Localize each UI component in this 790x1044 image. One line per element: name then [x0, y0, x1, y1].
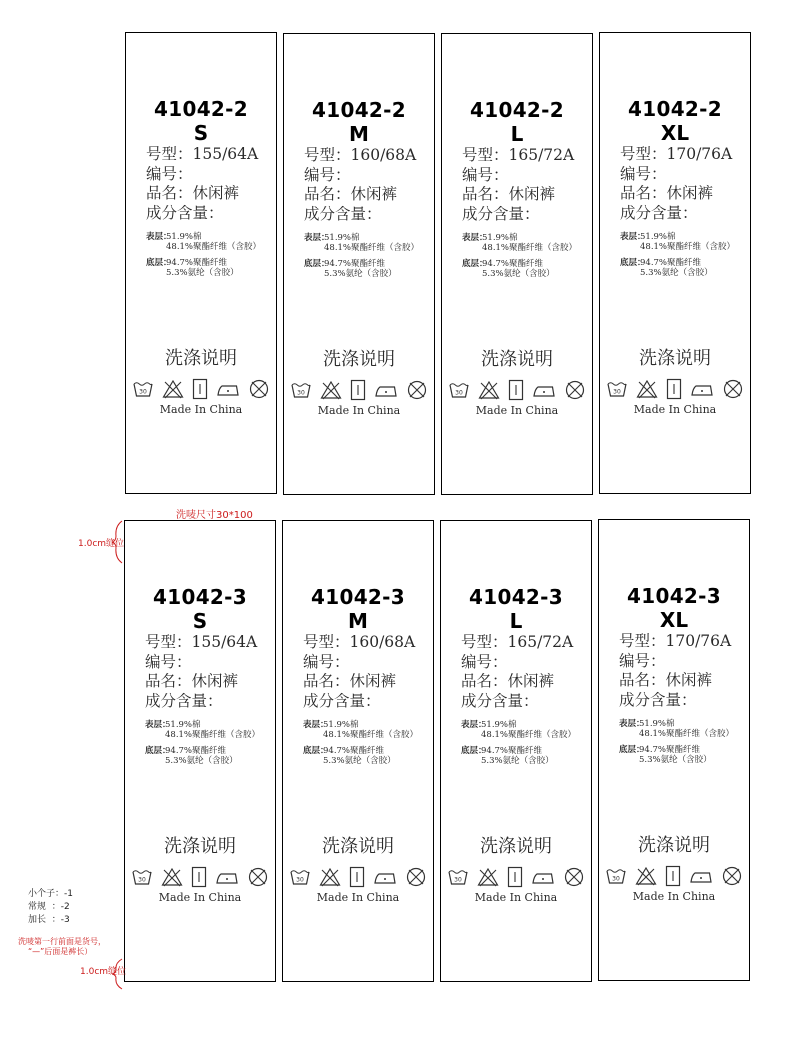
iron-low-icon — [689, 867, 713, 885]
outer-layer-polyester: 48.1%聚酯纤维（含胶） — [166, 242, 262, 252]
no-dry-clean-icon — [405, 866, 427, 888]
outer-layer-cotton: 51.9%棉 — [482, 233, 518, 243]
inner-layer-label: 底层： — [304, 259, 330, 269]
size-spec: 号型：160/68A — [303, 633, 416, 651]
made-in-china: Made In China — [475, 404, 559, 417]
line-dry-icon — [191, 866, 207, 888]
no-dry-clean-icon — [248, 378, 270, 400]
inner-layer-composition — [462, 259, 588, 279]
wash-instructions-title: 洗涤说明 — [165, 348, 237, 369]
product-name: 品名：休闲裤 — [462, 185, 556, 203]
outer-layer-label: 表层： — [462, 233, 488, 243]
item-code: 41042-2 — [470, 98, 564, 122]
outer-layer-polyester: 48.1%聚酯纤维（含胶） — [481, 730, 577, 740]
size-code: L — [509, 609, 523, 633]
outer-layer-composition — [145, 720, 271, 740]
outer-layer-label: 表层： — [619, 719, 645, 729]
inner-layer-label: 底层： — [146, 258, 172, 268]
outer-layer-cotton: 51.9%棉 — [481, 720, 517, 730]
inner-layer-label: 底层： — [620, 258, 646, 268]
no-bleach-icon — [161, 867, 183, 887]
serial-number: 编号： — [619, 651, 666, 670]
size-spec: 号型：160/68A — [304, 146, 417, 164]
no-bleach-icon — [478, 380, 500, 400]
care-symbols — [131, 866, 269, 888]
inner-layer-polyester: 94.7%聚酯纤维 — [323, 746, 385, 756]
size-spec: 号型：165/72A — [461, 633, 574, 651]
iron-low-icon — [215, 868, 239, 886]
inner-layer-spandex: 5.3%氨纶（含胶） — [482, 269, 555, 279]
seam-bracket-top — [112, 520, 124, 564]
outer-layer-label: 表层： — [304, 233, 330, 243]
outer-layer-composition — [304, 233, 430, 253]
outer-layer-cotton: 51.9%棉 — [324, 233, 360, 243]
outer-layer-cotton: 51.9%棉 — [639, 719, 675, 729]
line-dry-icon — [665, 865, 681, 887]
size-code: M — [348, 609, 368, 633]
inner-layer-polyester: 94.7%聚酯纤维 — [324, 259, 386, 269]
svg-text:30: 30 — [139, 388, 147, 396]
outer-layer-cotton: 51.9%棉 — [323, 720, 359, 730]
outer-layer-label: 表层： — [461, 720, 487, 730]
care-symbols — [132, 378, 270, 400]
iron-low-icon — [531, 868, 555, 886]
care-symbols — [289, 866, 427, 888]
wash-instructions-title: 洗涤说明 — [481, 349, 553, 370]
wash-label-41042-2-xl — [599, 32, 751, 494]
composition-heading: 成分含量： — [303, 691, 381, 710]
inner-layer-composition — [146, 258, 272, 278]
red-note-line-2: “—”后面是裤长） — [28, 947, 93, 956]
made-in-china: Made In China — [474, 891, 558, 904]
item-code: 41042-3 — [311, 585, 405, 609]
outer-layer-cotton: 51.9%棉 — [640, 232, 676, 242]
inner-layer-label: 底层： — [145, 746, 171, 756]
line-dry-icon — [349, 866, 365, 888]
wash-30-icon — [131, 867, 153, 887]
no-bleach-icon — [636, 379, 658, 399]
no-bleach-icon — [319, 867, 341, 887]
wash-instructions-title: 洗涤说明 — [323, 349, 395, 370]
inner-layer-polyester: 94.7%聚酯纤维 — [481, 746, 543, 756]
inner-layer-label: 底层： — [461, 746, 487, 756]
made-in-china: Made In China — [317, 404, 401, 417]
wash-30-icon — [132, 379, 154, 399]
inner-layer-spandex: 5.3%氨纶（含胶） — [640, 268, 713, 278]
wash-instructions-title: 洗涤说明 — [638, 835, 710, 856]
wash-instructions-title: 洗涤说明 — [322, 836, 394, 857]
wash-30-icon — [448, 380, 470, 400]
care-symbols — [605, 865, 743, 887]
wash-30-icon — [289, 867, 311, 887]
inner-layer-label: 底层： — [303, 746, 329, 756]
inner-layer-spandex: 5.3%氨纶（含胶） — [323, 756, 396, 766]
composition-heading: 成分含量： — [145, 691, 223, 710]
size-spec: 号型：170/76A — [619, 632, 732, 650]
svg-text:30: 30 — [296, 876, 304, 884]
legend-long-size: 加长 ：-3 — [28, 915, 70, 925]
inner-layer-polyester: 94.7%聚酯纤维 — [482, 259, 544, 269]
inner-layer-label: 底层： — [462, 259, 488, 269]
legend-regular-size: 常规 ：-2 — [28, 902, 70, 912]
svg-text:30: 30 — [455, 389, 463, 397]
no-bleach-icon — [477, 867, 499, 887]
wash-instructions-title: 洗涤说明 — [480, 836, 552, 857]
composition-heading: 成分含量： — [620, 203, 698, 222]
seam-allowance-bottom-note: 1.0cm缝位 — [80, 967, 127, 977]
outer-layer-composition — [620, 232, 746, 252]
outer-layer-label: 表层： — [146, 232, 172, 242]
outer-layer-composition — [462, 233, 588, 253]
item-code: 41042-3 — [153, 585, 247, 609]
outer-layer-composition — [619, 719, 745, 739]
outer-layer-polyester: 48.1%聚酯纤维（含胶） — [482, 243, 578, 253]
composition-heading: 成分含量： — [304, 204, 382, 223]
product-name: 品名：休闲裤 — [619, 671, 713, 689]
inner-layer-composition — [303, 746, 429, 766]
size-code: XL — [660, 121, 690, 145]
svg-text:30: 30 — [138, 876, 146, 884]
wash-label-41042-2-m — [283, 33, 435, 495]
size-spec: 号型：155/64A — [145, 633, 258, 651]
inner-layer-polyester: 94.7%聚酯纤维 — [166, 258, 228, 268]
made-in-china: Made In China — [632, 890, 716, 903]
serial-number: 编号： — [145, 652, 192, 671]
iron-low-icon — [216, 380, 240, 398]
outer-layer-label: 表层： — [145, 720, 171, 730]
product-name: 品名：休闲裤 — [303, 672, 397, 690]
no-dry-clean-icon — [722, 378, 744, 400]
outer-layer-cotton: 51.9%棉 — [165, 720, 201, 730]
line-dry-icon — [507, 866, 523, 888]
composition-heading: 成分含量： — [619, 690, 697, 709]
size-code: S — [192, 609, 208, 633]
label-size-note: 洗唛尺寸30*100 — [176, 510, 253, 521]
no-dry-clean-icon — [406, 379, 428, 401]
item-code: 41042-2 — [312, 98, 406, 122]
wash-label-41042-3-s — [124, 520, 276, 982]
size-code: XL — [659, 608, 689, 632]
inner-layer-polyester: 94.7%聚酯纤维 — [639, 745, 701, 755]
svg-text:30: 30 — [612, 875, 620, 883]
wash-30-icon — [447, 867, 469, 887]
wash-label-41042-3-m — [282, 520, 434, 982]
made-in-china: Made In China — [159, 403, 243, 416]
svg-text:30: 30 — [454, 876, 462, 884]
line-dry-icon — [192, 378, 208, 400]
serial-number: 编号： — [461, 652, 508, 671]
inner-layer-spandex: 5.3%氨纶（含胶） — [639, 755, 712, 765]
line-dry-icon — [350, 379, 366, 401]
outer-layer-polyester: 48.1%聚酯纤维（含胶） — [639, 729, 735, 739]
legend-small-size: 小个子：-1 — [28, 889, 73, 899]
outer-layer-label: 表层： — [620, 232, 646, 242]
line-dry-icon — [666, 378, 682, 400]
iron-low-icon — [373, 868, 397, 886]
composition-heading: 成分含量： — [461, 691, 539, 710]
line-dry-icon — [508, 379, 524, 401]
wash-30-icon — [605, 866, 627, 886]
inner-layer-composition — [145, 746, 271, 766]
made-in-china: Made In China — [316, 891, 400, 904]
inner-layer-polyester: 94.7%聚酯纤维 — [165, 746, 227, 756]
item-code: 41042-3 — [627, 584, 721, 608]
outer-layer-polyester: 48.1%聚酯纤维（含胶） — [324, 243, 420, 253]
wash-30-icon — [606, 379, 628, 399]
inner-layer-spandex: 5.3%氨纶（含胶） — [166, 268, 239, 278]
serial-number: 编号： — [462, 165, 509, 184]
product-name: 品名：休闲裤 — [146, 184, 240, 202]
inner-layer-composition — [620, 258, 746, 278]
red-note-line-1: 洗唛第一行前面是货号， — [18, 937, 106, 946]
size-code: M — [349, 122, 369, 146]
inner-layer-spandex: 5.3%氨纶（含胶） — [324, 269, 397, 279]
size-code: L — [510, 122, 524, 146]
made-in-china: Made In China — [158, 891, 242, 904]
wash-label-41042-2-l — [441, 33, 593, 495]
no-bleach-icon — [162, 379, 184, 399]
made-in-china: Made In China — [633, 403, 717, 416]
serial-number: 编号： — [620, 164, 667, 183]
care-symbols — [447, 866, 585, 888]
item-code: 41042-3 — [469, 585, 563, 609]
inner-layer-composition — [619, 745, 745, 765]
item-code: 41042-2 — [154, 97, 248, 121]
inner-layer-label: 底层： — [619, 745, 645, 755]
wash-label-41042-3-xl — [598, 519, 750, 981]
wash-30-icon — [290, 380, 312, 400]
no-bleach-icon — [320, 380, 342, 400]
svg-text:30: 30 — [613, 388, 621, 396]
composition-heading: 成分含量： — [462, 204, 540, 223]
wash-instructions-title: 洗涤说明 — [164, 836, 236, 857]
iron-low-icon — [374, 381, 398, 399]
no-bleach-icon — [635, 866, 657, 886]
iron-low-icon — [532, 381, 556, 399]
inner-layer-composition — [461, 746, 587, 766]
serial-number: 编号： — [303, 652, 350, 671]
product-name: 品名：休闲裤 — [620, 184, 714, 202]
product-name: 品名：休闲裤 — [461, 672, 555, 690]
size-spec: 号型：165/72A — [462, 146, 575, 164]
outer-layer-label: 表层： — [303, 720, 329, 730]
outer-layer-composition — [461, 720, 587, 740]
size-code: S — [193, 121, 209, 145]
iron-low-icon — [690, 380, 714, 398]
outer-layer-composition — [303, 720, 429, 740]
product-name: 品名：休闲裤 — [304, 185, 398, 203]
svg-text:30: 30 — [297, 389, 305, 397]
inner-layer-composition — [304, 259, 430, 279]
no-dry-clean-icon — [564, 379, 586, 401]
wash-label-41042-3-l — [440, 520, 592, 982]
outer-layer-polyester: 48.1%聚酯纤维（含胶） — [165, 730, 261, 740]
outer-layer-polyester: 48.1%聚酯纤维（含胶） — [640, 242, 736, 252]
inner-layer-polyester: 94.7%聚酯纤维 — [640, 258, 702, 268]
composition-heading: 成分含量： — [146, 203, 224, 222]
outer-layer-cotton: 51.9%棉 — [166, 232, 202, 242]
item-code: 41042-2 — [628, 97, 722, 121]
wash-instructions-title: 洗涤说明 — [639, 348, 711, 369]
no-dry-clean-icon — [247, 866, 269, 888]
outer-layer-composition — [146, 232, 272, 252]
product-name: 品名：休闲裤 — [145, 672, 239, 690]
outer-layer-polyester: 48.1%聚酯纤维（含胶） — [323, 730, 419, 740]
no-dry-clean-icon — [563, 866, 585, 888]
serial-number: 编号： — [304, 165, 351, 184]
no-dry-clean-icon — [721, 865, 743, 887]
inner-layer-spandex: 5.3%氨纶（含胶） — [481, 756, 554, 766]
wash-label-41042-2-s — [125, 32, 277, 494]
seam-allowance-top-note: 1.0cm缝位 — [78, 539, 125, 549]
care-symbols — [448, 379, 586, 401]
serial-number: 编号： — [146, 164, 193, 183]
seam-bracket-bottom — [112, 958, 124, 990]
size-spec: 号型：170/76A — [620, 145, 733, 163]
care-symbols — [606, 378, 744, 400]
care-symbols — [290, 379, 428, 401]
size-spec: 号型：155/64A — [146, 145, 259, 163]
inner-layer-spandex: 5.3%氨纶（含胶） — [165, 756, 238, 766]
